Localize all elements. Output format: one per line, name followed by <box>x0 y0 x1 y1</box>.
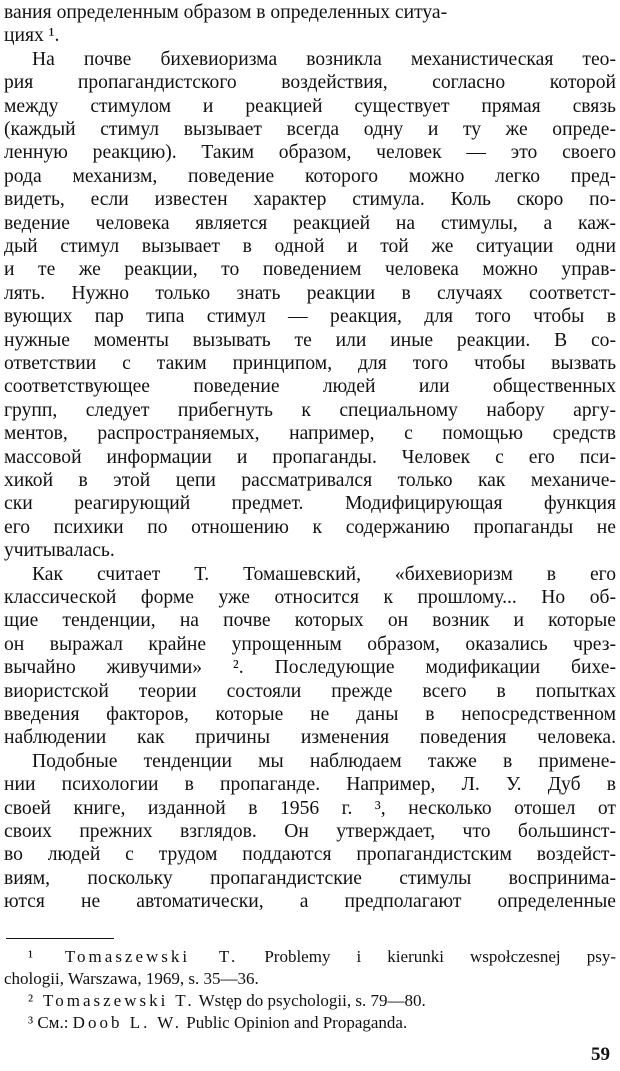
footnote-1-source: chologii, Warszawa, 1969, s. 35—36. <box>4 969 259 988</box>
text-line: На почве бихевиоризма возникла механистическая тео- <box>32 48 616 70</box>
text-line: ются не автоматически, а предполагают определенные <box>4 891 616 913</box>
text-line: ответствии с таким принципом, для того чтобы вызвать <box>4 353 616 374</box>
footnote-2-author: ² Tomaszewski T. <box>28 991 195 1010</box>
text-line: (каждый стимул вызывает всегда одну и ту же опреде- <box>4 119 616 140</box>
footnote-3-author: Doob L. W. <box>72 1013 183 1032</box>
text-line: циях ¹. <box>4 25 60 47</box>
footnote-1-title: Problemy i kierunki wspołczesnej psy- <box>264 947 616 966</box>
text-line: нужные моменты вызывать те или иные реакции. В со- <box>4 329 616 351</box>
footnote-3-prefix: ³ См.: <box>28 1013 69 1032</box>
text-line: нии психологии в пропаганде. Например, Л. У. Дуб в <box>4 774 616 796</box>
footnote-1-author: ¹ Tomaszewski T. <box>28 947 239 966</box>
text-line: Подобные тенденции мы наблюдаем также в примене- <box>32 750 616 772</box>
text-line: между стимулом и реакцией существует прямая связь <box>4 95 616 117</box>
text-line: его психики по отношению к содержанию пропаганды не <box>4 516 616 538</box>
footnote-3-title: Public Opinion and Propaganda. <box>186 1013 408 1032</box>
text-line: во людей с трудом поддаются пропагандистским воздейст- <box>4 844 616 866</box>
text-line: массовой информации и пропаганды. Человек с его пси- <box>4 446 616 468</box>
page-number: 59 <box>591 1044 610 1065</box>
text-line: наблюдении как причины изменения поведения человека. <box>4 727 616 749</box>
text-line: ментов, распространяемых, например, с помощью средств <box>4 423 616 445</box>
text-line: вующих пар типа стимул — реакция, для того чтобы в <box>4 306 616 328</box>
text-line: групп, следует прибегнуть к специальному набору аргу- <box>4 399 616 421</box>
text-line: вычайно живучими» ². Последующие модификации бихе- <box>4 657 616 679</box>
text-line: рода механизм, поведение которого можно легко пред- <box>4 165 616 187</box>
text-line: и те же реакции, то поведением человека можно управ- <box>4 259 616 281</box>
text-line: классической форме уже относится к прошлому... Но об- <box>4 587 616 608</box>
text-line: рия пропагандистского воздействия, согласно которой <box>4 72 616 94</box>
text-line: учитывалась. <box>4 540 115 562</box>
text-line: введения факторов, которые не даны в непосредственном <box>4 704 616 725</box>
text-line: видеть, если известен характер стимула. Коль скоро по- <box>4 189 616 211</box>
footnote-1-continuation <box>4 968 616 990</box>
text-line: хикой в этой цепи рассматривался только как механиче- <box>4 470 616 491</box>
text-line: щие тенденции, на почве которых он возник и которые <box>4 610 616 632</box>
text-line: своих прежних взглядов. Он утверждает, что большинст- <box>4 821 616 842</box>
text-line: виям, поскольку пропагандистские стимулы воспринима- <box>4 867 616 889</box>
text-line: ленную реакцию). Таким образом, человек — это своего <box>4 142 616 164</box>
text-line: ски реагирующий предмет. Модифицирующая функция <box>4 493 616 515</box>
text-line: ведение человека является реакцией на стимулы, а каж- <box>4 212 616 234</box>
text-line: своей книге, изданной в 1956 г. ³, несколько отошел от <box>4 797 616 819</box>
text-line: виористской теории состояли прежде всего в попытках <box>4 680 616 702</box>
text-line: дый стимул вызывает в одной и той же ситуации одни <box>4 236 616 257</box>
text-line: лять. Нужно только знать реакции в случаях соответст- <box>4 282 616 304</box>
text-line: он выражал крайне упрощенным образом, оказались чрез- <box>4 633 616 655</box>
footnote-2-title: Wstęp do psychologii, s. 79—80. <box>198 991 426 1010</box>
text-line: вания определенным образом в определенных ситуа- <box>4 2 448 23</box>
footnote-3 <box>4 1012 616 1034</box>
text-line: Как считает Т. Томашевский, «бихевиоризм в его <box>32 563 616 585</box>
footnote-divider <box>6 938 114 939</box>
footnote-1 <box>4 946 616 968</box>
text-line: соответствующее поведение людей или общественных <box>4 376 616 398</box>
footnote-2 <box>4 990 616 1012</box>
